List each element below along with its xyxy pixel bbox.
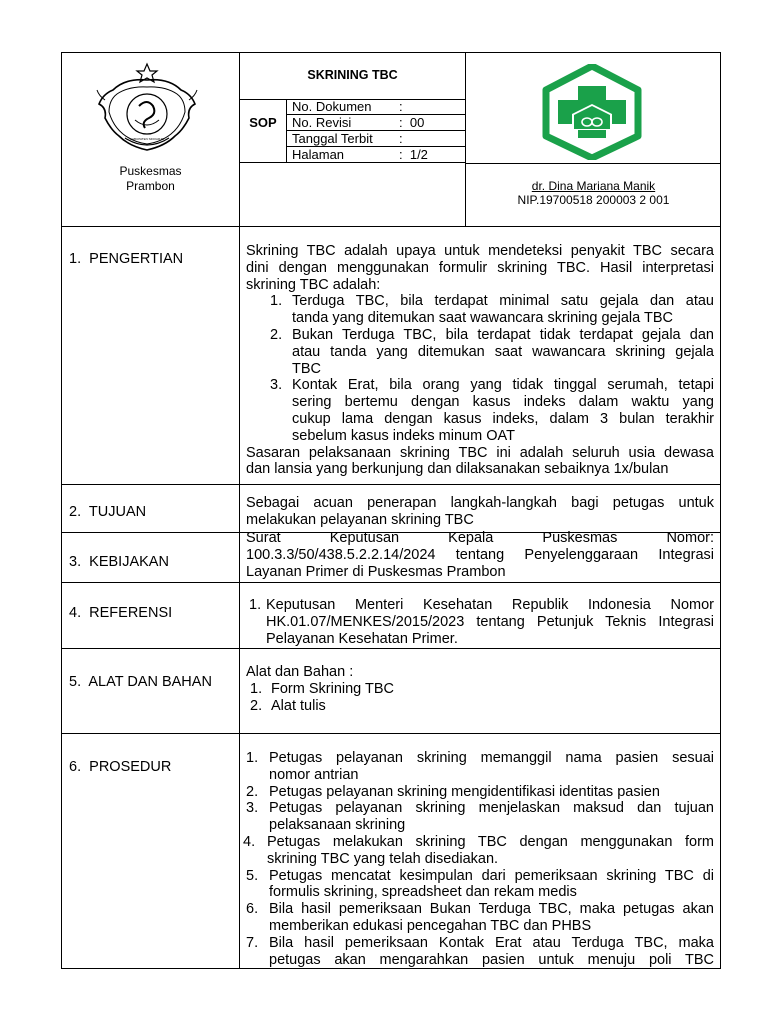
meta-value: : 00: [399, 115, 425, 130]
section-label-kebijakan: [69, 554, 169, 571]
list-item: 3. Petugas pelayanan skrining menjelaskan maksud dan tujuan pelaksanaan skrining: [246, 800, 714, 834]
section-body-tujuan: [246, 495, 714, 529]
regency-crest-logo: [95, 60, 199, 156]
list-item: 4. Petugas melakukan skrining TBC dengan menggunakan form skrining TBC yang telah disediakan.: [243, 833, 714, 867]
paragraph-line: skrining TBC adalah:: [246, 276, 381, 293]
list-item: 2. Petugas pelayanan skrining mengidentifikasi identitas pasien: [246, 783, 660, 800]
section-number: 3.: [69, 554, 82, 570]
section-name: ALAT DAN BAHAN: [88, 674, 212, 690]
section-body-alat-dan-bahan: [246, 664, 714, 714]
meta-row-document-number: [286, 99, 465, 115]
institution-name: [62, 164, 239, 194]
list-item: 1. Terduga TBC, bila terdapat minimal satu gejala dan atau tanda yang ditemukan saat wawancara skrining gejala TBC: [270, 293, 714, 327]
institution-line-1: Puskesmas: [119, 164, 182, 178]
meta-row-revision: [286, 115, 465, 131]
paragraph-line: Sebagai acuan penerapan langkah-langkah bagi petugas untuk: [246, 495, 714, 511]
paragraph-line: Surat Keputusan Kepala Puskesmas Nomor:: [246, 530, 714, 546]
section-name: REFERENSI: [89, 605, 173, 621]
section-name: PROSEDUR: [89, 759, 172, 775]
signer-nip: NIP.19700518 200003 2 001: [517, 193, 670, 207]
section-body-pengertian: [246, 243, 714, 478]
section-number: 4.: [69, 605, 82, 621]
section-number: 2.: [69, 504, 82, 520]
paragraph-line: Layanan Primer di Puskesmas Prambon: [246, 563, 506, 580]
paragraph-line: Sasaran pelaksanaan skrining TBC ini adalah seluruh usia dewasa: [246, 444, 714, 461]
section-label-pengertian: [69, 251, 183, 268]
list-item: 1. Petugas pelayanan skrining memanggil nama pasien sesuai nomor antrian: [246, 750, 714, 783]
sop-label: SOP: [249, 115, 277, 130]
meta-row-issue-date: [286, 131, 465, 147]
crest-logo-text: KABUPATEN SIDOARJO: [130, 137, 164, 141]
meta-row-page: [286, 147, 465, 163]
section-number: 5.: [69, 674, 82, 690]
section-label-tujuan: [69, 504, 146, 521]
meta-label: Halaman: [292, 147, 345, 162]
paragraph-line: Skrining TBC adalah upaya untuk mendeteksi penyakit TBC secara: [246, 243, 714, 259]
signature-block: [466, 179, 721, 207]
list-item: 3. Kontak Erat, bila orang yang tidak tinggal serumah, tetapi sering bertemu dengan kasus indeks dalam waktu yang cukup lama dengan kasus indeks, dalam 3 bulan terakhir sebelum kasus indeks minum OAT: [270, 377, 714, 444]
paragraph-line: dini dengan menggunakan formulir skrining TBC. Hasil interpretasi: [246, 259, 714, 276]
meta-label: Tanggal Terbit: [292, 131, 373, 146]
section-name: KEBIJAKAN: [89, 554, 169, 570]
list-item: 2. Alat tulis: [250, 697, 326, 714]
institution-line-2: Prambon: [126, 179, 175, 193]
section-body-referensi: [246, 597, 714, 647]
section-number: 1.: [69, 251, 82, 267]
meta-label: No. Revisi: [292, 115, 352, 130]
section-number: 6.: [69, 759, 82, 775]
section-body-kebijakan: [246, 530, 714, 580]
list-item: 1. Form Skrining TBC: [250, 680, 395, 697]
list-item: 5. Petugas mencatat kesimpulan dari pemeriksaan skrining TBC di formulis skrining, spreadsheet dan rekam medis: [246, 867, 714, 901]
section-label-alat-dan-bahan: [69, 674, 212, 691]
meta-label: No. Dokumen: [292, 99, 372, 114]
paragraph-line: 100.3.3/50/438.5.2.2.14/2024 tentang Penyelenggaraan Integrasi: [246, 546, 714, 563]
puskesmas-logo: [540, 64, 644, 160]
section-body-prosedur: [243, 750, 714, 968]
section-name: PENGERTIAN: [89, 251, 184, 267]
section-label-referensi: [69, 605, 172, 622]
list-item: 6. Bila hasil pemeriksaan Bukan Terduga TBC, maka petugas akan memberikan edukasi pencegahan TBC dan PHBS: [246, 901, 714, 934]
section-label-prosedur: [69, 759, 171, 776]
document-title: SKRINING TBC: [307, 68, 398, 82]
paragraph-line: dan lansia yang berkunjung dan dilaksanakan sebaiknya 1x/bulan: [246, 461, 669, 478]
section-name: TUJUAN: [88, 504, 147, 520]
list-item: 2. Bukan Terduga TBC, bila terdapat tidak terdapat gejala dan atau tanda yang ditemukan saat wawancara skrining gejala TBC: [270, 326, 714, 377]
meta-value: :: [399, 99, 403, 114]
paragraph-line: melakukan pelayanan skrining TBC: [246, 511, 474, 528]
list-item: 1. Keputusan Menteri Kesehatan Republik Indonesia Nomor HK.01.07/MENKES/2015/2023 tentang Petunjuk Teknis Integrasi Pelayanan Kesehatan Primer.: [249, 597, 714, 647]
meta-value: : 1/2: [399, 147, 428, 162]
meta-value: :: [399, 131, 403, 146]
paragraph-line: Alat dan Bahan :: [246, 664, 354, 680]
list-item: 7. Bila hasil pemeriksaan Kontak Erat atau Terduga TBC, maka petugas akan mengarahkan pasien untuk menuju poli TBC: [246, 934, 714, 968]
signer-name: dr. Dina Mariana Manik: [531, 179, 656, 193]
